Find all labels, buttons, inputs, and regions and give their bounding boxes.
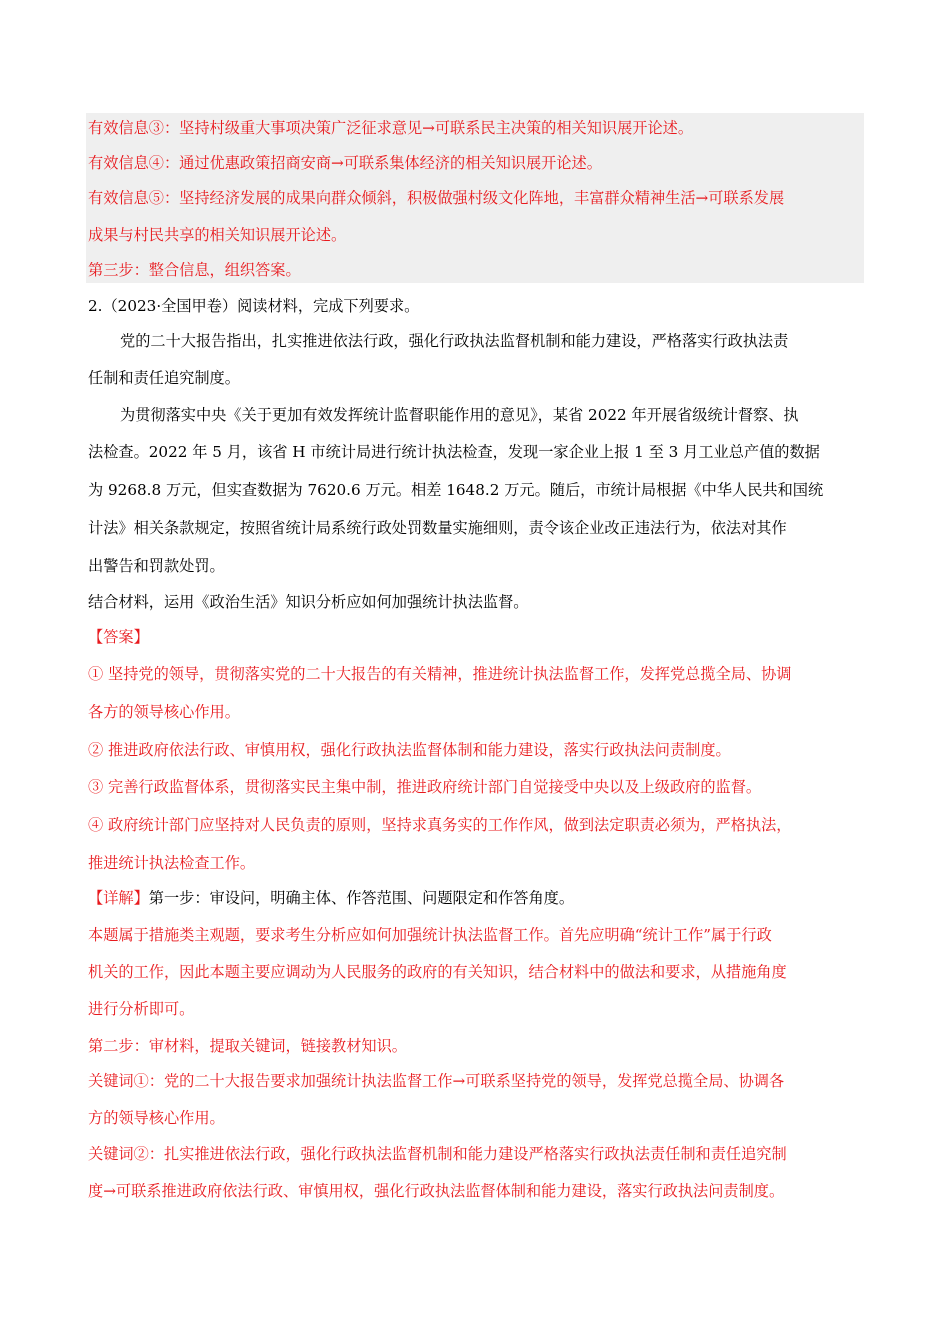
- detail-line: 关键词②：扎实推进依法行政，强化行政执法监督机制和能力建设严格落实行政执法责任制和责任追究制: [88, 1145, 787, 1163]
- detail-line: 进行分析即可。: [88, 1000, 195, 1018]
- answer-line: ③ 完善行政监督体系，贯彻落实民主集中制，推进政府统计部门自觉接受中央以及上级政府的监督。: [88, 778, 762, 796]
- detail-line: 机关的工作，因此本题主要应调动为人民服务的政府的有关知识，结合材料中的做法和要求，从措施角度: [88, 963, 787, 981]
- answer-line: 各方的领导核心作用。: [88, 703, 240, 721]
- material-paragraph: 任制和责任追究制度。: [88, 369, 240, 387]
- answer-line: ② 推进政府依法行政、审慎用权，强化行政执法监督体制和能力建设，落实行政执法问责制度。: [88, 741, 731, 759]
- material-paragraph: 为 9268.8 万元，但实查数据为 7620.6 万元。相差 1648.2 万元。随后，市统计局根据《中华人民共和国统: [88, 481, 824, 499]
- detail-label: 【详解】: [88, 889, 149, 907]
- material-paragraph: 出警告和罚款处罚。: [88, 557, 225, 575]
- detail-step-text: 第一步：审设问，明确主体、作答范围、问题限定和作答角度。: [148, 889, 574, 907]
- material-paragraph: 为贯彻落实中央《关于更加有效发挥统计监督职能作用的意见》，某省 2022 年开展省级统计督察、执: [120, 406, 799, 424]
- detail-line: 关键词①：党的二十大报告要求加强统计执法监督工作→可联系坚持党的领导，发挥党总揽全局、协调各: [88, 1072, 785, 1090]
- answer-line: ① 坚持党的领导，贯彻落实党的二十大报告的有关精神，推进统计执法监督工作，发挥党总揽全局、协调: [88, 665, 792, 683]
- material-paragraph: 党的二十大报告指出，扎实推进依法行政，强化行政执法监督机制和能力建设，严格落实行政执法责: [120, 332, 789, 350]
- highlight-line: 有效信息④：通过优惠政策招商安商→可联系集体经济的相关知识展开论述。: [88, 154, 602, 172]
- detail-step-one: [88, 888, 574, 908]
- detail-line: 方的领导核心作用。: [88, 1109, 225, 1127]
- question-prompt: 结合材料，运用《政治生活》知识分析应如何加强统计执法监督。: [88, 593, 529, 611]
- material-paragraph: 计法》相关条款规定，按照省统计局系统行政处罚数量实施细则，责令该企业改正违法行为，依法对其作: [88, 519, 787, 537]
- answer-label: 【答案】: [88, 628, 149, 646]
- highlight-line: 有效信息③：坚持村级重大事项决策广泛征求意见→可联系民主决策的相关知识展开论述。: [88, 119, 694, 137]
- highlight-line: 成果与村民共享的相关知识展开论述。: [88, 226, 347, 244]
- question-title: 2.（2023·全国甲卷）阅读材料，完成下列要求。: [88, 297, 420, 315]
- highlight-line: 第三步：整合信息，组织答案。: [88, 261, 301, 279]
- detail-line: 本题属于措施类主观题，要求考生分析应如何加强统计执法监督工作。首先应明确“统计工作”属于行政: [88, 926, 772, 944]
- detail-line: 度→可联系推进政府依法行政、审慎用权，强化行政执法监督体制和能力建设，落实行政执法问责制度。: [88, 1182, 785, 1200]
- answer-line: 推进统计执法检查工作。: [88, 854, 256, 872]
- material-paragraph: 法检查。2022 年 5 月，该省 H 市统计局进行统计执法检查，发现一家企业上报 1 至 3 月工业总产值的数据: [88, 443, 820, 461]
- detail-line: 第二步：审材料，提取关键词，链接教材知识。: [88, 1037, 407, 1055]
- answer-line: ④ 政府统计部门应坚持对人民负责的原则，坚持求真务实的工作作风，做到法定职责必须为，严格执法，: [88, 816, 792, 834]
- highlight-line: 有效信息⑤：坚持经济发展的成果向群众倾斜，积极做强村级文化阵地，丰富群众精神生活→可联系发展: [88, 189, 785, 207]
